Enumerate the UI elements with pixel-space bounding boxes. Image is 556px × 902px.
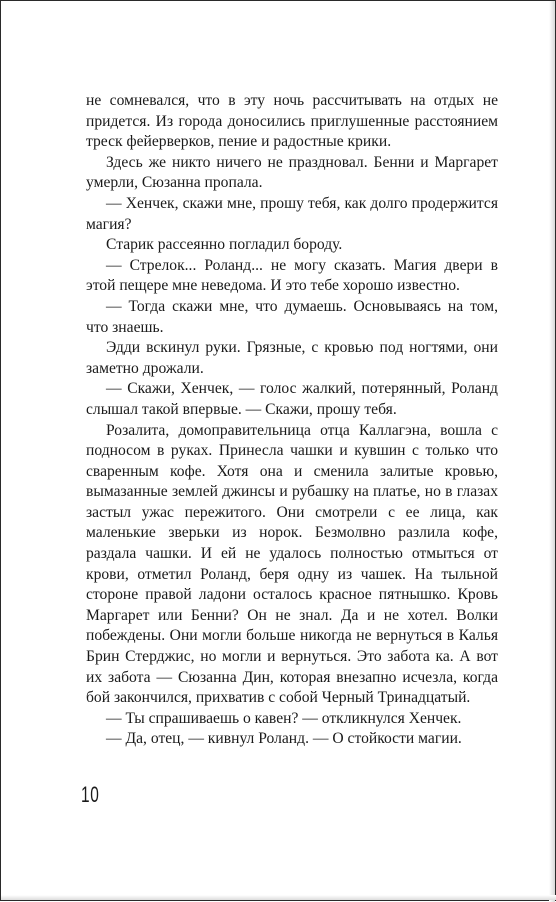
paragraph: Здесь же никто ничего не праздновал. Бенни и Маргарет умерли, Сюзанна пропала. bbox=[86, 153, 498, 192]
paragraph: — Хенчек, скажи мне, прошу тебя, как долго продержится магия? bbox=[86, 194, 498, 233]
body-text bbox=[86, 91, 498, 750]
paragraph: Розалита, домоправительница отца Каллагэна, вошла с подносом в руках. Принесла чашки и кувшин с только что сваренным кофе. Хотя она и сменила залитые кровью, вымазанные землей джинсы и рубашку на платье, но в глазах застыл ужас пережитого. Они смотрели с ее лица, как маленькие зверьки из норок. Безмолвно разлила кофе, раздала чашки. И ей не удалось полностью отмыться от крови, отметил Роланд, беря одну из чашек. На тыльной стороне правой ладони осталось красное пятнышко. Кровь Маргарет или Бенни? Он не знал. Да и не хотел. Волки побеждены. Они могли больше никогда не вернуться в Калья Брин Стерджис, но могли и вернуться. Это забота ка. А вот их забота — Сюзанна Дин, которая внезапно исчезла, когда бой закончился, прихватив с собой Черный Тринадцатый. bbox=[86, 421, 498, 707]
paragraph: — Тогда скажи мне, что думаешь. Основываясь на том, что знаешь. bbox=[86, 297, 498, 336]
page-edge-shadow-bottom bbox=[1, 895, 556, 900]
page-number: 10 bbox=[81, 782, 100, 807]
paragraph: Старик рассеянно погладил бороду. bbox=[106, 236, 343, 254]
paragraph: — Стрелок... Роланд... не могу сказать. Магия двери в этой пещере мне неведома. И это тебе хорошо известно. bbox=[86, 256, 498, 295]
page-edge-shadow-right bbox=[549, 1, 555, 902]
paragraph: Эдди вскинул руки. Грязные, с кровью под ногтями, они заметно дрожали. bbox=[86, 339, 498, 377]
paragraph: — Да, отец, — кивнул Роланд. — О стойкости магии. bbox=[106, 730, 462, 748]
paragraph: не сомневался, что в эту ночь рассчитывать на отдых не придется. Из города доносились приглушенные расстоянием треск фейерверков, пение и радостные крики. bbox=[86, 92, 498, 151]
paragraph: — Ты спрашиваешь о кавен? — откликнулся Хенчек. bbox=[106, 709, 462, 727]
paragraph: — Скажи, Хенчек, — голос жалкий, потерянный, Роланд слышал такой впервые. — Скажи, прошу тебя. bbox=[86, 380, 498, 418]
